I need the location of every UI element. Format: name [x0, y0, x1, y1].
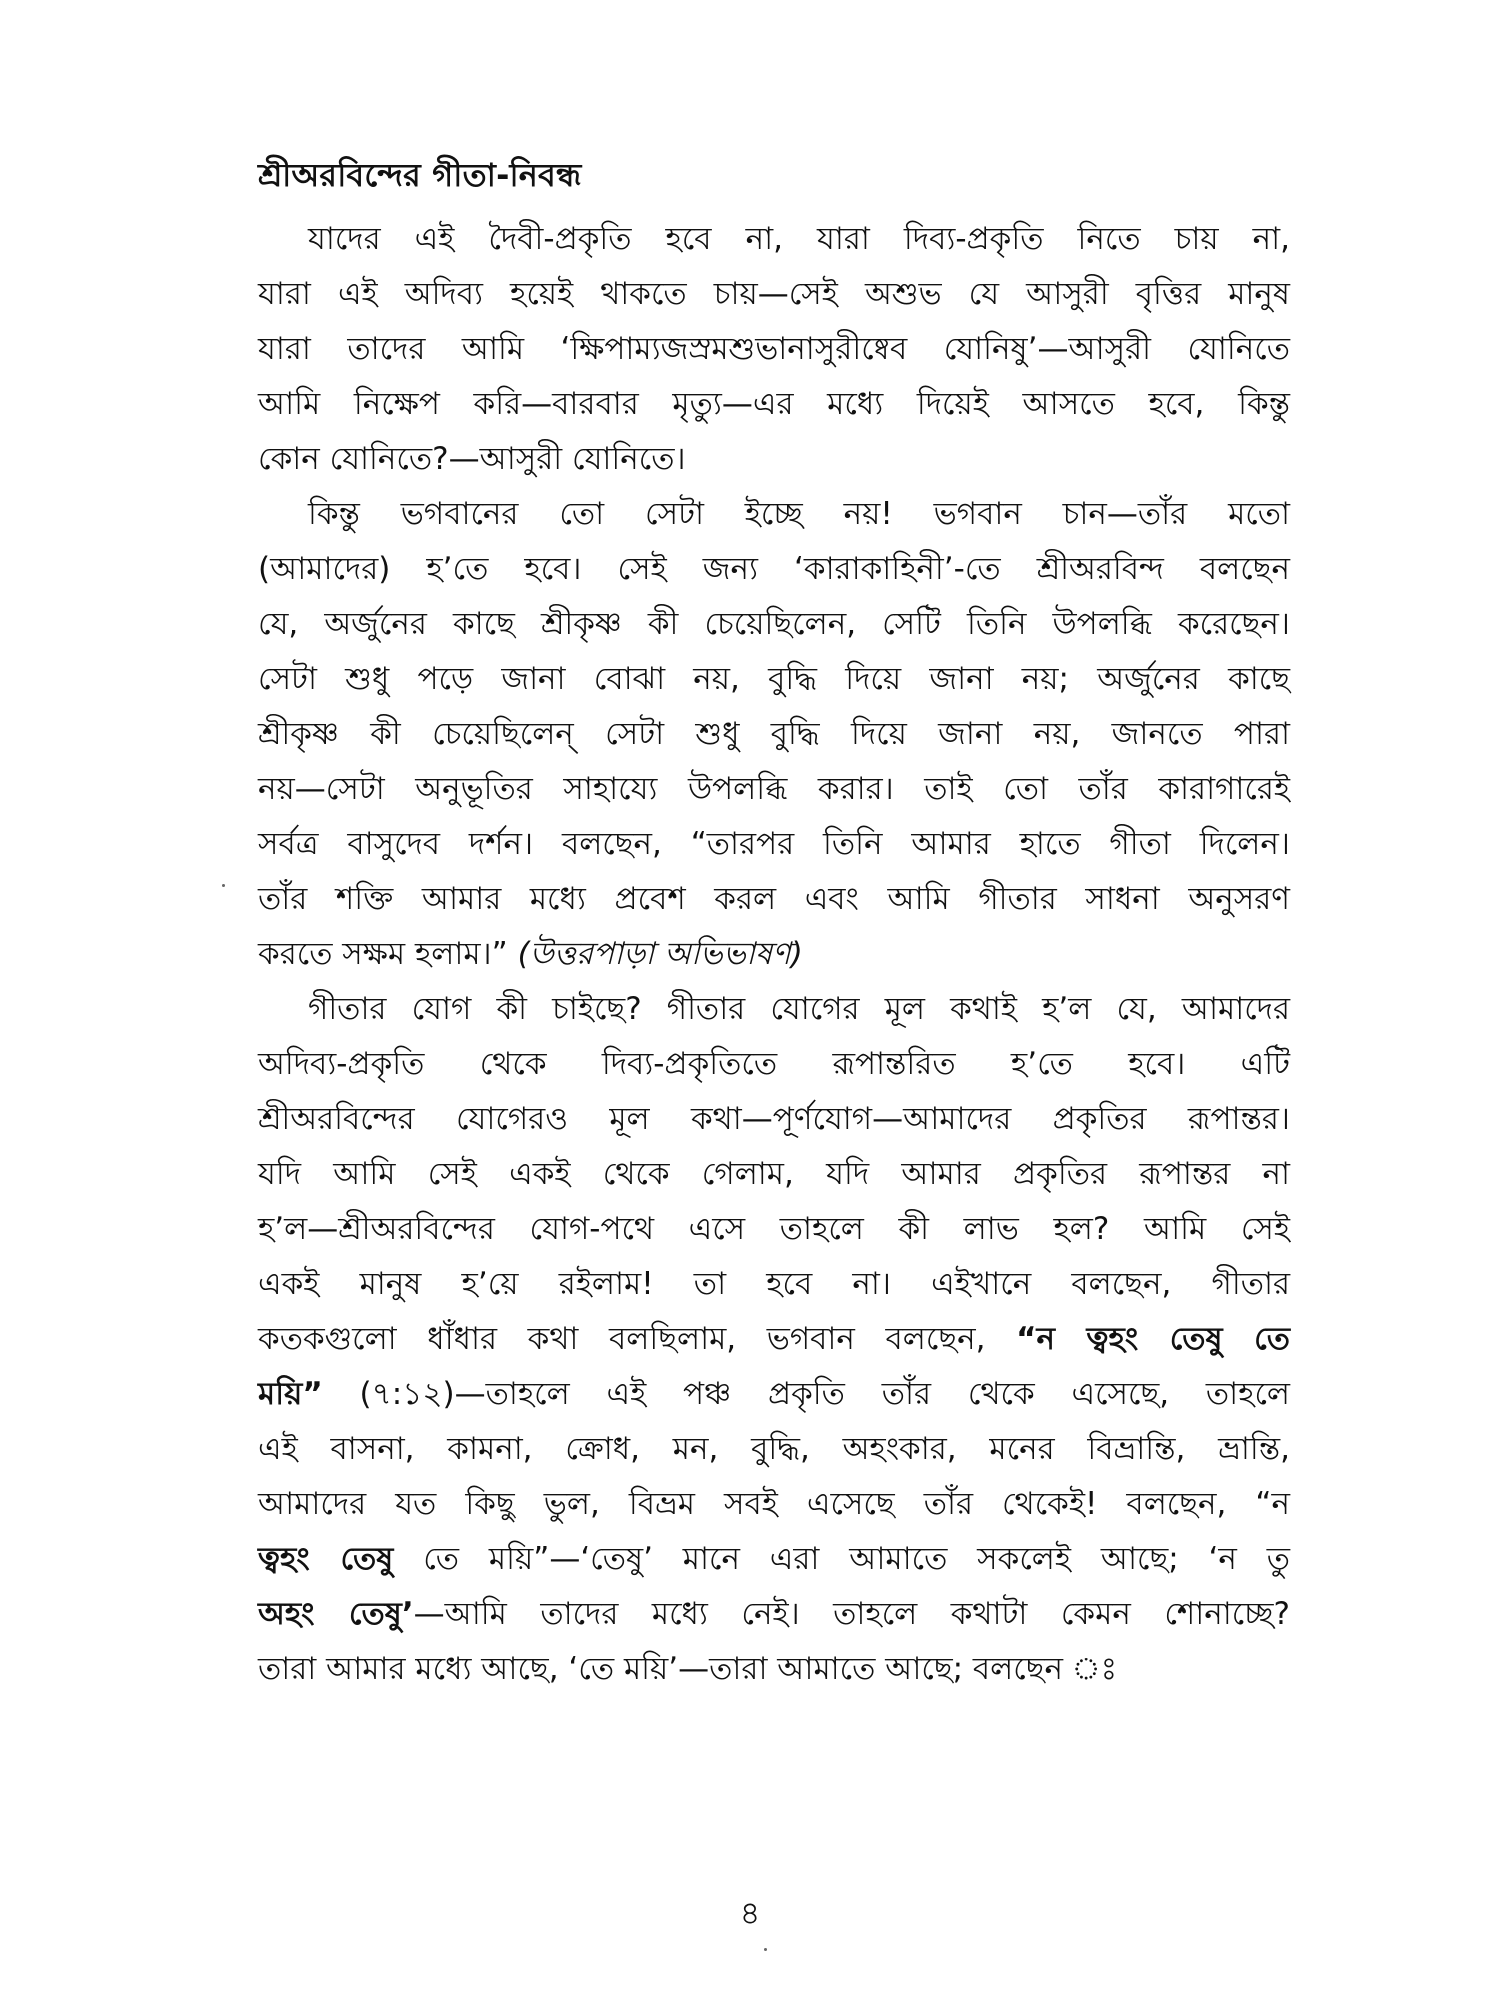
- text-line: নয়—সেটা অনুভূতির সাহায্যে উপলব্ধি করার। তাই তো তাঁর কারাগারেই: [258, 771, 1290, 807]
- text-line: [258, 1587, 1290, 1642]
- text-line: শ্রীঅরবিন্দের যোগেরও মূল কথা—পূর্ণযোগ—আমাদের প্রকৃতির রূপান্তর।: [258, 1101, 1290, 1137]
- text-line: কিন্তু ভগবানের তো সেটা ইচ্ছে নয়! ভগবান চান—তাঁর মতো: [308, 496, 1290, 532]
- text-line: এই বাসনা, কামনা, ক্রোধ, মন, বুদ্ধি, অহংকার, মনের বিভ্রান্তি, ভ্রান্তি,: [258, 1431, 1290, 1467]
- text-line: কোন যোনিতে?—আসুরী যোনিতে।: [258, 441, 686, 477]
- page-number: ৪: [739, 1894, 761, 1932]
- text-line: অদিব্য-প্রকৃতি থেকে দিব্য-প্রকৃতিতে রূপান্তরিত হ’তে হবে। এটি: [258, 1046, 1290, 1082]
- body-text: [258, 212, 1290, 1697]
- text-run: কতকগুলো ধাঁধার কথা বলছিলাম, ভগবান বলছেন,: [258, 1321, 986, 1357]
- text-line: সর্বত্র বাসুদেব দর্শন। বলছেন, “তারপর তিনি আমার হাতে গীতা দিলেন।: [258, 826, 1290, 862]
- text-line: হ’ল—শ্রীঅরবিন্দের যোগ-পথে এসে তাহলে কী লাভ হল? আমি সেই: [258, 1211, 1290, 1247]
- text-line: [258, 927, 1290, 982]
- text-line: যারা এই অদিব্য হয়েই থাকতে চায়—সেই অশুভ যে আসুরী বৃত্তির মানুষ: [258, 276, 1290, 312]
- text-line: [258, 1532, 1290, 1587]
- text-line: [258, 1367, 1290, 1422]
- citation: (উত্তরপাড়া অভিভাষণ): [517, 936, 803, 972]
- text-run: (৭:১২)—তাহলে এই পঞ্চ প্রকৃতি তাঁর থেকে এসেছে, তাহলে: [359, 1376, 1291, 1412]
- text-line: একই মানুষ হ’য়ে রইলাম! তা হবে না। এইখানে বলছেন, গীতার: [258, 1266, 1290, 1302]
- text-line: তাঁর শক্তি আমার মধ্যে প্রবেশ করল এবং আমি গীতার সাধনা অনুসরণ: [258, 881, 1290, 917]
- bold-quote: অহং তেষু’: [258, 1596, 414, 1632]
- quote-end: করতে সক্ষম হলাম।”: [258, 936, 508, 972]
- text-line: যাদের এই দৈবী-প্রকৃতি হবে না, যারা দিব্য-প্রকৃতি নিতে চায় না,: [308, 221, 1290, 257]
- text-line: [258, 1312, 1290, 1367]
- text-line: আমি নিক্ষেপ করি—বারবার মৃত্যু—এর মধ্যে দিয়েই আসতে হবে, কিন্তু: [258, 386, 1290, 422]
- running-title: শ্রীঅরবিন্দের গীতা-নিবন্ধ: [258, 156, 582, 194]
- bold-quote: ময়ি”: [258, 1376, 323, 1412]
- text-line: সেটা শুধু পড়ে জানা বোঝা নয়, বুদ্ধি দিয়ে জানা নয়; অর্জুনের কাছে: [258, 661, 1290, 697]
- scan-speck: [764, 1948, 767, 1951]
- text-line: আমাদের যত কিছু ভুল, বিভ্রম সবই এসেছে তাঁর থেকেই! বলছেন, “ন: [258, 1486, 1290, 1522]
- scan-speck: [222, 884, 225, 887]
- text-line: যদি আমি সেই একই থেকে গেলাম, যদি আমার প্রকৃতির রূপান্তর না: [258, 1156, 1290, 1192]
- text-line: গীতার যোগ কী চাইছে? গীতার যোগের মূল কথাই হ’ল যে, আমাদের: [308, 991, 1290, 1027]
- text-line: শ্রীকৃষ্ণ কী চেয়েছিলেন্ সেটা শুধু বুদ্ধি দিয়ে জানা নয়, জানতে পারা: [258, 716, 1290, 752]
- bold-quote: ত্বহং তেষু: [258, 1541, 394, 1577]
- text-run: —আমি তাদের মধ্যে নেই। তাহলে কথাটা কেমন শোনাচ্ছে?: [413, 1596, 1290, 1632]
- text-line: যারা তাদের আমি ‘ক্ষিপাম্যজস্রমশুভানাসুরীষ্বেব যোনিষু’—আসুরী যোনিতে: [258, 331, 1290, 367]
- bold-quote: “ন ত্বহং তেষু তে: [1016, 1321, 1291, 1357]
- text-line: যে, অর্জুনের কাছে শ্রীকৃষ্ণ কী চেয়েছিলেন, সেটি তিনি উপলব্ধি করেছেন।: [258, 606, 1290, 642]
- text-line: (আমাদের) হ’তে হবে। সেই জন্য ‘কারাকাহিনী’-তে শ্রীঅরবিন্দ বলছেন: [258, 551, 1291, 587]
- text-line: তারা আমার মধ্যে আছে, ‘তে ময়ি’—তারা আমাতে আছে; বলছেন ঃ: [258, 1651, 1118, 1687]
- text-run: তে ময়ি”—‘তেষু’ মানে এরা আমাতে সকলেই আছে; ‘ন তু: [423, 1541, 1290, 1577]
